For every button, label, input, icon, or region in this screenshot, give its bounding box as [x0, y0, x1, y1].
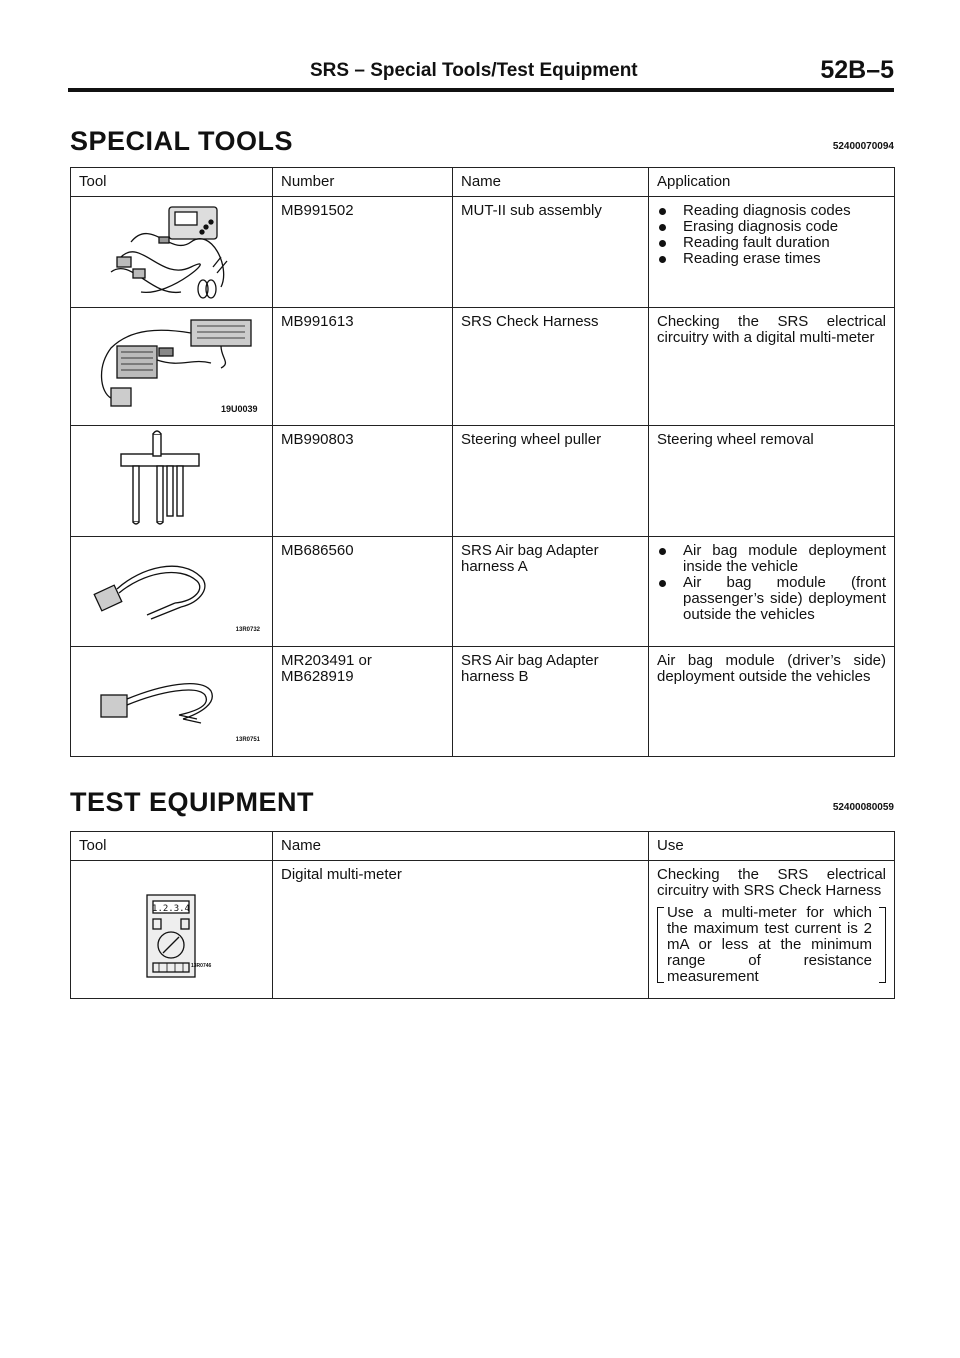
table-row [71, 861, 895, 999]
table-row [71, 537, 895, 647]
list-item: Erasing diagnosis code [657, 219, 886, 235]
column-header: Name [453, 168, 649, 197]
tool-image-cell [71, 647, 273, 757]
steering-puller-illustration [71, 426, 271, 537]
list-item: Reading erase times [657, 251, 886, 267]
bracket-right [879, 907, 886, 983]
tool-name: MUT-II sub assembly [453, 197, 649, 308]
table-row [71, 426, 895, 537]
tool-name: Digital multi-meter [273, 861, 649, 999]
mut-ii-illustration [71, 197, 271, 308]
test-equipment-code: 52400080059 [832, 802, 894, 813]
use-cell [649, 861, 895, 999]
part-number: MB991502 [273, 197, 453, 308]
image-code: 13R0732 [235, 627, 260, 633]
special-tools-title: SPECIAL TOOLS [70, 126, 294, 156]
column-header: Use [649, 832, 895, 861]
list-item: Reading diagnosis codes [657, 203, 886, 219]
tool-image-cell [71, 537, 273, 647]
use-text: Checking the SRS electrical circuitry with SRS Check Harness [657, 866, 886, 899]
application-text: Checking the SRS electrical circuitry with a digital multi-meter [649, 308, 895, 426]
tool-name: SRS Air bag Adapter harness A [453, 537, 649, 647]
application-text: Air bag module (driver’s side) deployment outside the vehicles [649, 647, 895, 757]
part-number: MB991613 [273, 308, 453, 426]
column-header: Number [273, 168, 453, 197]
tool-name: SRS Air bag Adapter harness B [453, 647, 649, 757]
header-title: SRS – Special Tools/Test Equipment [310, 60, 638, 81]
tool-name: SRS Check Harness [453, 308, 649, 426]
tool-image-cell [71, 861, 273, 999]
image-code: 19U0039 [221, 404, 258, 414]
special-tools-code: 52400070094 [832, 141, 894, 152]
svg-text:1.2.3.4: 1.2.3.4 [152, 904, 190, 914]
tool-image-cell [71, 197, 273, 308]
column-header: Tool [71, 168, 273, 197]
table-header-row [71, 832, 895, 861]
list-item: Air bag module (front passenger’s side) deployment outside the vehicles [657, 575, 886, 623]
image-code: 13R0746 [191, 963, 212, 969]
multimeter-illustration [71, 861, 271, 999]
column-header: Application [649, 168, 895, 197]
table-row [71, 647, 895, 757]
column-header: Name [273, 832, 649, 861]
caution-text: Use a multi-meter for which the maximum test current is 2 mA or less at the minimum range of resistance measurement [667, 904, 872, 985]
application-cell [649, 197, 895, 308]
column-header: Tool [71, 832, 273, 861]
part-number: MB686560 [273, 537, 453, 647]
tool-name: Steering wheel puller [453, 426, 649, 537]
special-tools-table [70, 167, 895, 757]
table-header-row [71, 168, 895, 197]
tool-image-cell [71, 308, 273, 426]
table-row [71, 197, 895, 308]
part-number: MB990803 [273, 426, 453, 537]
test-equipment-title: TEST EQUIPMENT [70, 787, 315, 817]
list-item: Reading fault duration [657, 235, 886, 251]
image-code: 13R0751 [235, 737, 260, 743]
page-number: 52B–5 [820, 56, 894, 84]
table-row [71, 308, 895, 426]
page-header [68, 56, 894, 92]
list-item: Air bag module deployment inside the vehicle [657, 543, 886, 575]
test-equipment-table [70, 831, 895, 999]
caution-note [657, 905, 886, 985]
tool-image-cell [71, 426, 273, 537]
application-text: Steering wheel removal [649, 426, 895, 537]
part-number: MR203491 or MB628919 [273, 647, 453, 757]
application-cell [649, 537, 895, 647]
bracket-left [657, 907, 664, 983]
